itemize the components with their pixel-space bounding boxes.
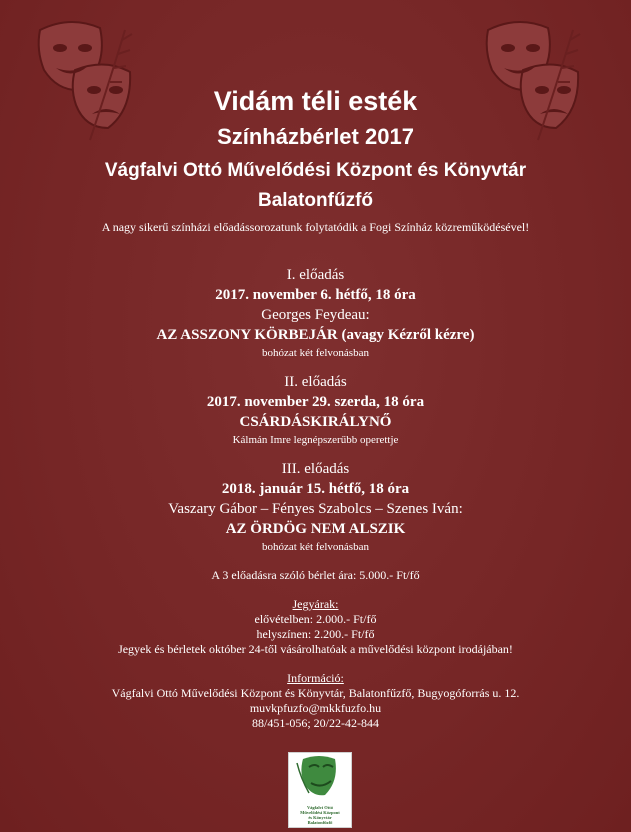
performance-list — [0, 266, 631, 731]
performance-title: CSÁRDÁSKIRÁLYNŐ — [239, 414, 392, 430]
page-title: Vidám téli esték — [213, 86, 418, 116]
venue-town: Balatonfűzfő — [257, 190, 374, 211]
performance-title: AZ ÖRDÖG NEM ALSZIK — [225, 521, 406, 537]
info-email[interactable]: muvkpfuzfo@mkkfuzfo.hu — [249, 701, 382, 715]
performance-author: Georges Feydeau: — [261, 307, 370, 323]
info-address: Vágfalvi Ottó Művelődési Központ és Könyvtár, Balatonfűzfő, Bugyogóforrás u. 12. — [111, 686, 520, 700]
performance-label: I. előadás — [286, 267, 345, 283]
info-heading: Információ: — [287, 671, 344, 685]
ticket-onsite: helyszínen: 2.200.- Ft/fő — [256, 627, 375, 641]
logo-mask-icon — [289, 753, 351, 801]
performance-date: 2018. január 15. hétfő, 18 óra — [221, 481, 410, 497]
performance-author: Vaszary Gábor – Fényes Szabolcs – Szenes Iván: — [168, 501, 463, 517]
intro-text: A nagy sikerű színházi előadássorozatunk folytatódik a Fogi Színház közreműködésével! — [101, 220, 530, 234]
venue-name: Vágfalvi Ottó Művelődési Központ és Könyvtár — [104, 160, 527, 181]
performance-title: AZ ASSZONY KÖRBEJÁR (avagy Kézről kézre) — [156, 327, 475, 343]
ticket-note: Jegyek és bérletek október 24-től vásárolhatóak a művelődési központ irodájában! — [118, 642, 513, 656]
performance-date: 2017. november 29. szerda, 18 óra — [206, 394, 425, 410]
performance-label: III. előadás — [281, 461, 350, 477]
ticket-presale: elővételben: 2.000.- Ft/fő — [254, 612, 377, 626]
performance-genre: Kálmán Imre legnépszerűbb operettje — [232, 434, 399, 446]
header — [0, 84, 631, 214]
performance-genre: bohózat két felvonásban — [262, 347, 369, 359]
performance-3 — [0, 460, 631, 555]
performance-genre: bohózat két felvonásban — [262, 541, 369, 553]
info-phone: 88/451-056; 20/22-42-844 — [252, 716, 379, 730]
logo-text: Vágfalvi Ottó Művelődési Központ és Könyvtár Balatonfűzfő — [300, 805, 340, 825]
tickets-heading: Jegyárak: — [292, 597, 339, 611]
performance-date: 2017. november 6. hétfő, 18 óra — [215, 287, 416, 303]
organization-logo — [288, 752, 352, 828]
performance-label: II. előadás — [284, 374, 347, 390]
season-ticket-price: A 3 előadásra szóló bérlet ára: 5.000.- Ft/fő — [211, 568, 420, 582]
performance-1 — [0, 266, 631, 361]
page-subtitle: Színházbérlet 2017 — [217, 124, 414, 149]
performance-2 — [0, 373, 631, 448]
